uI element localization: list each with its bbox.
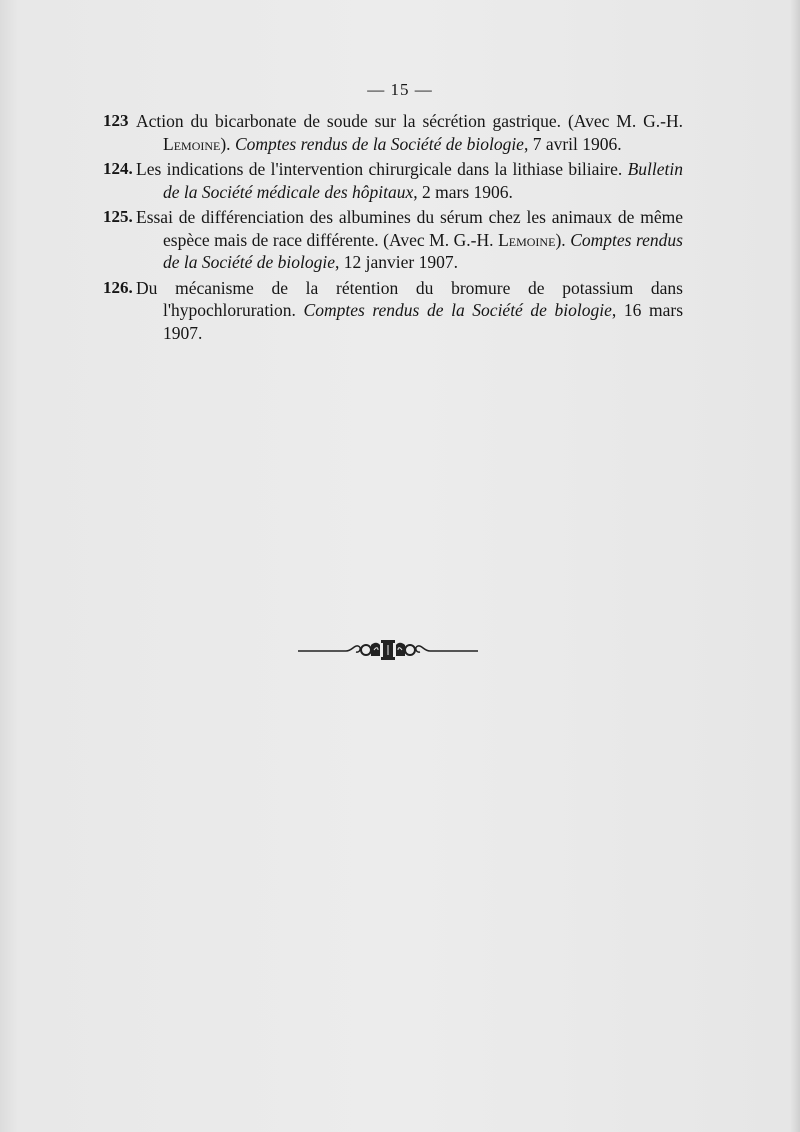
bibliography-entry <box>103 206 683 274</box>
entry-segment: , 2 mars 1906. <box>413 181 513 202</box>
bibliography-entry <box>103 158 683 203</box>
entry-segment: , 16 mars 1907. <box>163 300 683 343</box>
entry-number: 126. <box>103 277 133 297</box>
entry-segment: Action du bicarbonate de soude sur la sécrétion gastrique. (Avec M. G.-H. <box>136 111 683 131</box>
entry-segment: ). <box>220 133 235 154</box>
bibliography-entry <box>103 277 683 345</box>
entry-segment: Essai de différenciation des albumines du sérum chez les animaux de même espèce mais de race différente. (Avec M. G.-H. <box>136 207 683 250</box>
entry-text <box>136 158 683 203</box>
entry-segment: Les indications de l'intervention chirurgicale dans la lithiase biliaire. <box>136 159 628 179</box>
fleuron-ornament-icon <box>298 636 478 666</box>
journal-title: Bulletin de la Société médicale des hôpitaux <box>163 159 683 202</box>
entry-text <box>136 277 683 345</box>
entry-number: 125. <box>103 207 133 226</box>
journal-title: Comptes rendus de la Société de biologie <box>163 229 683 272</box>
bibliography-entry <box>103 110 683 155</box>
entry-text <box>136 110 683 155</box>
journal-title: Comptes rendus de la Société de biologie <box>234 133 524 154</box>
entry-segment: ). <box>555 229 571 250</box>
entry-segment: , 7 avril 1906. <box>523 133 622 154</box>
entry-segment: Du mécanisme de la rétention du bromure de potassium dans l'hypochloruration. <box>136 277 683 320</box>
entry-text <box>136 206 683 274</box>
author-name: Lemoine <box>163 133 221 154</box>
journal-title: Comptes rendus de la Société de biologie <box>303 300 612 320</box>
page-number: — 15 — <box>367 80 433 99</box>
bibliography-list <box>103 110 683 347</box>
entry-segment: , 12 janvier 1907. <box>335 252 458 272</box>
entry-number: 123 <box>103 111 129 130</box>
entry-number: 124. <box>103 159 133 178</box>
author-name: Lemoine <box>498 229 556 250</box>
